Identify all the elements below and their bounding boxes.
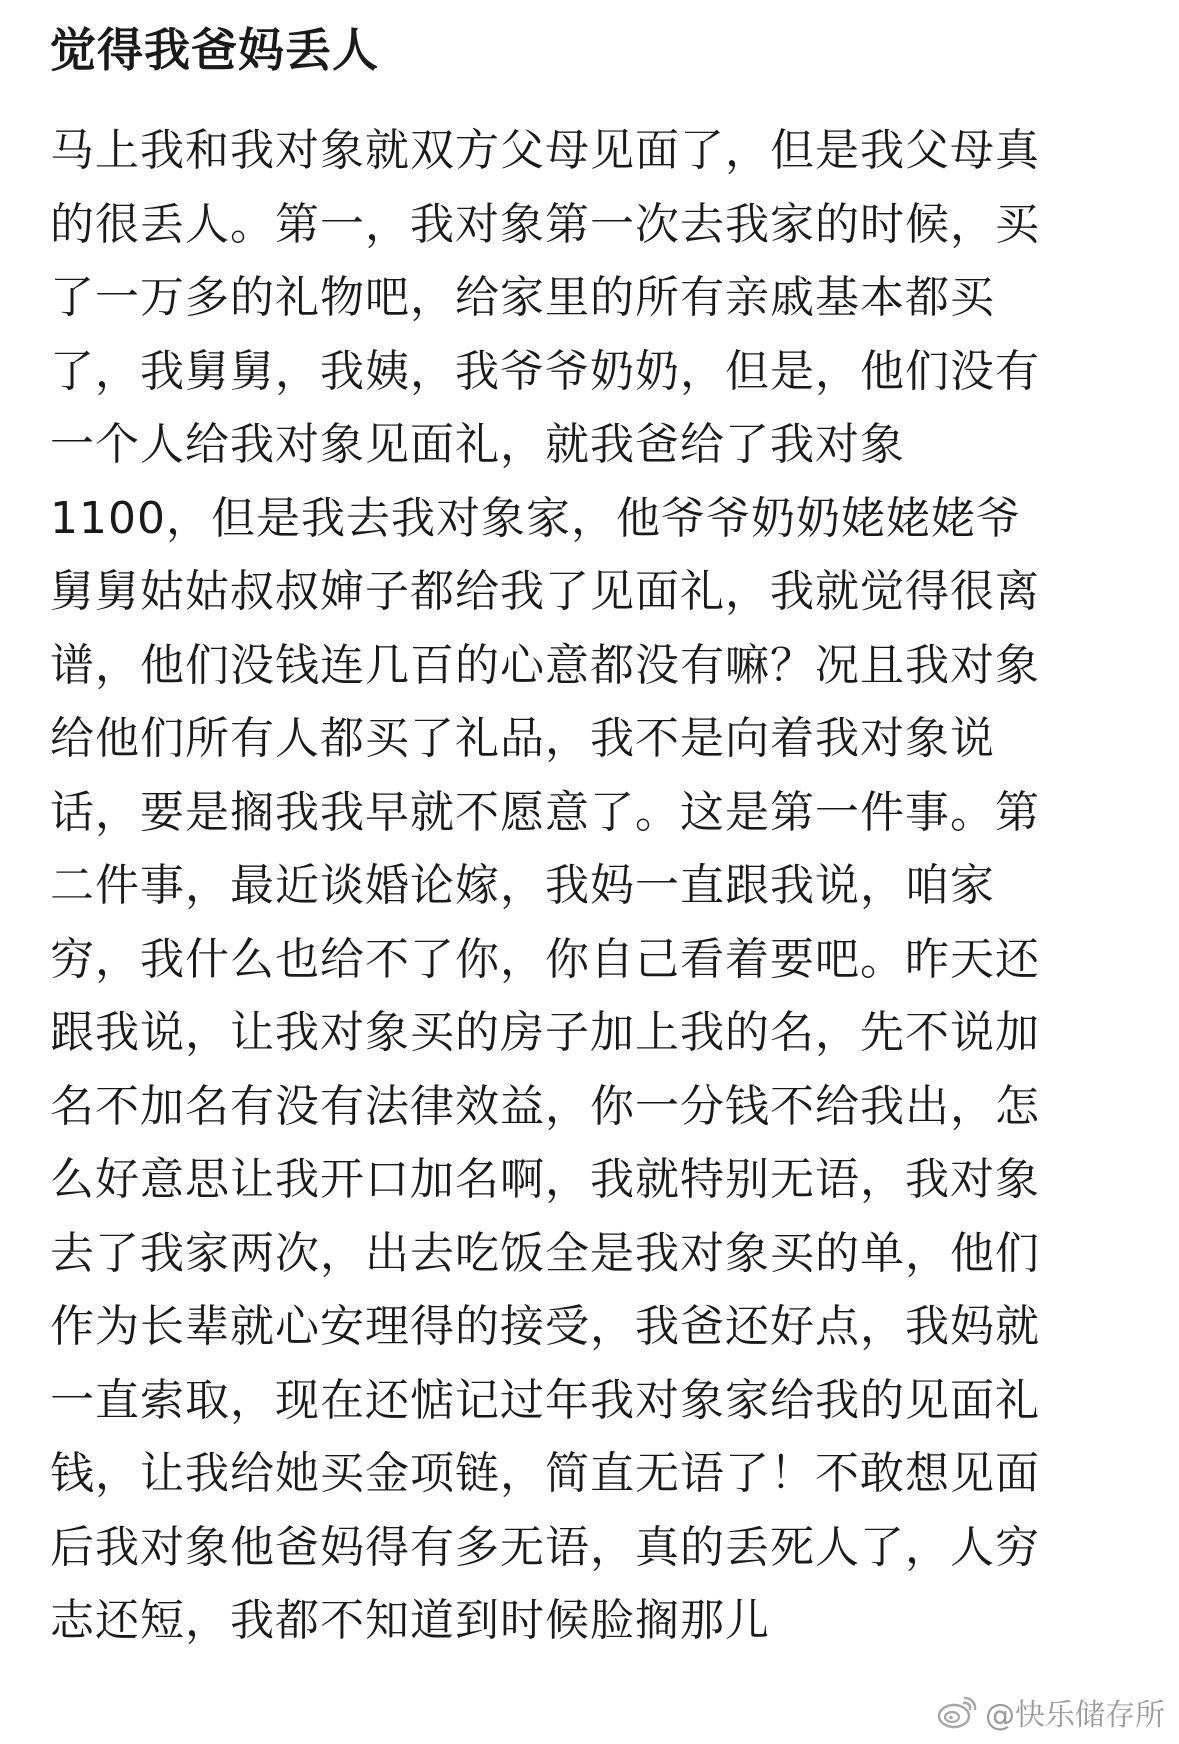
post-body-line: 了，我舅舅，我姨，我爷爷奶奶，但是，他们没有 — [50, 345, 1040, 397]
post-body-line: 后我对象他爸妈得有多无语，真的丢死人了，人穷 — [50, 1521, 1040, 1573]
watermark-text: @快乐储存所 — [985, 1698, 1165, 1733]
post-body-line: 穷，我什么也给不了你，你自己看着要吧。昨天还 — [50, 933, 1040, 985]
post-body-line: 1100，但是我去我对象家，他爷爷奶奶姥姥姥爷 — [50, 492, 1021, 544]
post-body-line: 一个人给我对象见面礼，就我爸给了我对象 — [50, 419, 905, 470]
post-body-line: 跟我说，让我对象买的房子加上我的名，先不说加 — [50, 1007, 1040, 1058]
post-body-line: 谱，他们没钱连几百的心意都没有嘛？况且我对象 — [50, 639, 1040, 691]
post-body-line: 话，要是搁我我早就不愿意了。这是第一件事。第 — [50, 786, 1040, 838]
post-body-line: 么好意思让我开口加名啊，我就特别无语，我对象 — [50, 1154, 1040, 1205]
post-title: 觉得我爸妈丢人 — [50, 23, 379, 77]
post-body-line: 舅舅姑姑叔叔婶子都给我了见面礼，我就觉得很离 — [50, 566, 1040, 617]
post-body-line: 给他们所有人都买了礼品，我不是向着我对象说 — [50, 713, 995, 764]
post-body-line: 去了我家两次，出去吃饭全是我对象买的单，他们 — [50, 1227, 1040, 1279]
post-body-line: 作为长辈就心安理得的接受，我爸还好点，我妈就 — [50, 1301, 1040, 1352]
post-body-line: 名不加名有没有法律效益，你一分钱不给我出，怎 — [50, 1080, 1040, 1132]
weibo-logo-icon — [935, 1694, 979, 1730]
post-body-line: 志还短，我都不知道到时候脸搁那儿 — [50, 1595, 770, 1646]
post-body-line: 的很丢人。第一，我对象第一次去我家的时候，买 — [50, 198, 1040, 250]
post-body — [50, 114, 1140, 1658]
post — [50, 18, 1140, 1658]
post-body-line: 二件事，最近谈婚论嫁，我妈一直跟我说，咱家 — [50, 860, 995, 911]
post-body-line: 一直索取，现在还惦记过年我对象家给我的见面礼 — [50, 1374, 1040, 1426]
post-body-line: 马上我和我对象就双方父母见面了，但是我父母真 — [50, 125, 1040, 176]
post-body-line: 了一万多的礼物吧，给家里的所有亲戚基本都买 — [50, 272, 995, 323]
watermark — [935, 1690, 1165, 1734]
post-body-line: 钱，让我给她买金项链，简直无语了！不敢想见面 — [50, 1448, 1040, 1499]
